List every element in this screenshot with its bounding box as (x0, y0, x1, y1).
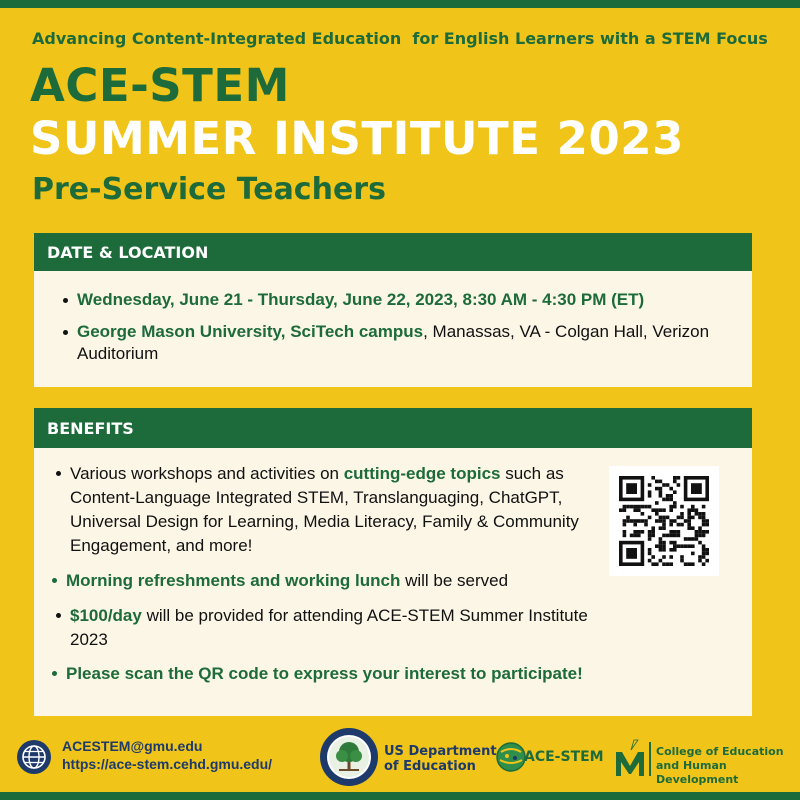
ace-stem-logo-text: ACE-STEM (524, 749, 604, 765)
benefit-item-qr-call (66, 662, 600, 686)
location-item (77, 321, 717, 365)
location-highlight: George Mason University, SciTech campus (77, 322, 424, 341)
benefit-item-stipend (70, 604, 600, 652)
benefit-2-highlight: Morning refreshments and working lunch (66, 571, 401, 590)
bottom-band (0, 792, 800, 800)
benefit-3-post: will be provided for attending ACE-STEM Summer Institute 2023 (70, 606, 588, 649)
date-location-heading (34, 233, 752, 271)
benefits-list (66, 462, 600, 686)
gmu-line1: College of Education (656, 745, 784, 758)
website-link[interactable]: https://ace-stem.cehd.gmu.edu/ (62, 756, 273, 772)
qr-code-graphic (609, 466, 719, 576)
email-link[interactable]: ACESTEM@gmu.edu (62, 738, 203, 754)
globe-icon (16, 739, 52, 775)
qr-code[interactable] (609, 466, 719, 576)
date-text: Wednesday, June 21 - Thursday, June 22, 2023, 8:30 AM - 4:30 PM (ET) (77, 290, 645, 309)
date-item (77, 289, 717, 311)
benefit-item-workshops (70, 462, 600, 558)
benefits-panel (34, 448, 752, 716)
date-location-heading-text: DATE & LOCATION (47, 242, 209, 262)
gmu-logo (614, 738, 646, 778)
benefit-1-pre: Various workshops and activities on (70, 464, 344, 483)
location-rest: , Manassas, VA - Colgan Hall, Verizon Auditorium (77, 322, 710, 363)
benefits-heading-text: BENEFITS (47, 418, 134, 438)
benefit-2-post: will be served (400, 571, 509, 590)
benefit-1-post: such as Content-Language Integrated STEM, Translanguaging, ChatGPT, Universal Design for Learning, Media Literacy, Family & Community Engagement, and more! (70, 464, 579, 555)
subtitle: Pre-Service Teachers (32, 172, 386, 207)
usde-label (384, 744, 497, 774)
date-location-panel (34, 271, 752, 387)
benefit-3-highlight: $100/day (70, 606, 142, 625)
gmu-line2: and Human Development (656, 759, 739, 786)
benefit-item-refreshments (66, 569, 600, 593)
tagline: Advancing Content-Integrated Education for English Learners with a STEM Focus (32, 29, 768, 48)
contact-text (62, 737, 322, 773)
top-band (0, 0, 800, 8)
usde-line1: US Department (384, 744, 497, 759)
date-location-list (77, 289, 717, 365)
title-summer-institute: SUMMER INSTITUTE 2023 (30, 112, 684, 165)
benefits-heading (34, 408, 752, 448)
usde-line2: of Education (384, 759, 476, 774)
gmu-divider (649, 742, 651, 776)
benefit-1-highlight: cutting-edge topics (343, 464, 501, 483)
gmu-label (656, 745, 800, 787)
usde-seal (319, 727, 379, 787)
title-ace-stem: ACE-STEM (30, 59, 290, 112)
benefit-4-text: Please scan the QR code to express your interest to participate! (66, 664, 583, 683)
